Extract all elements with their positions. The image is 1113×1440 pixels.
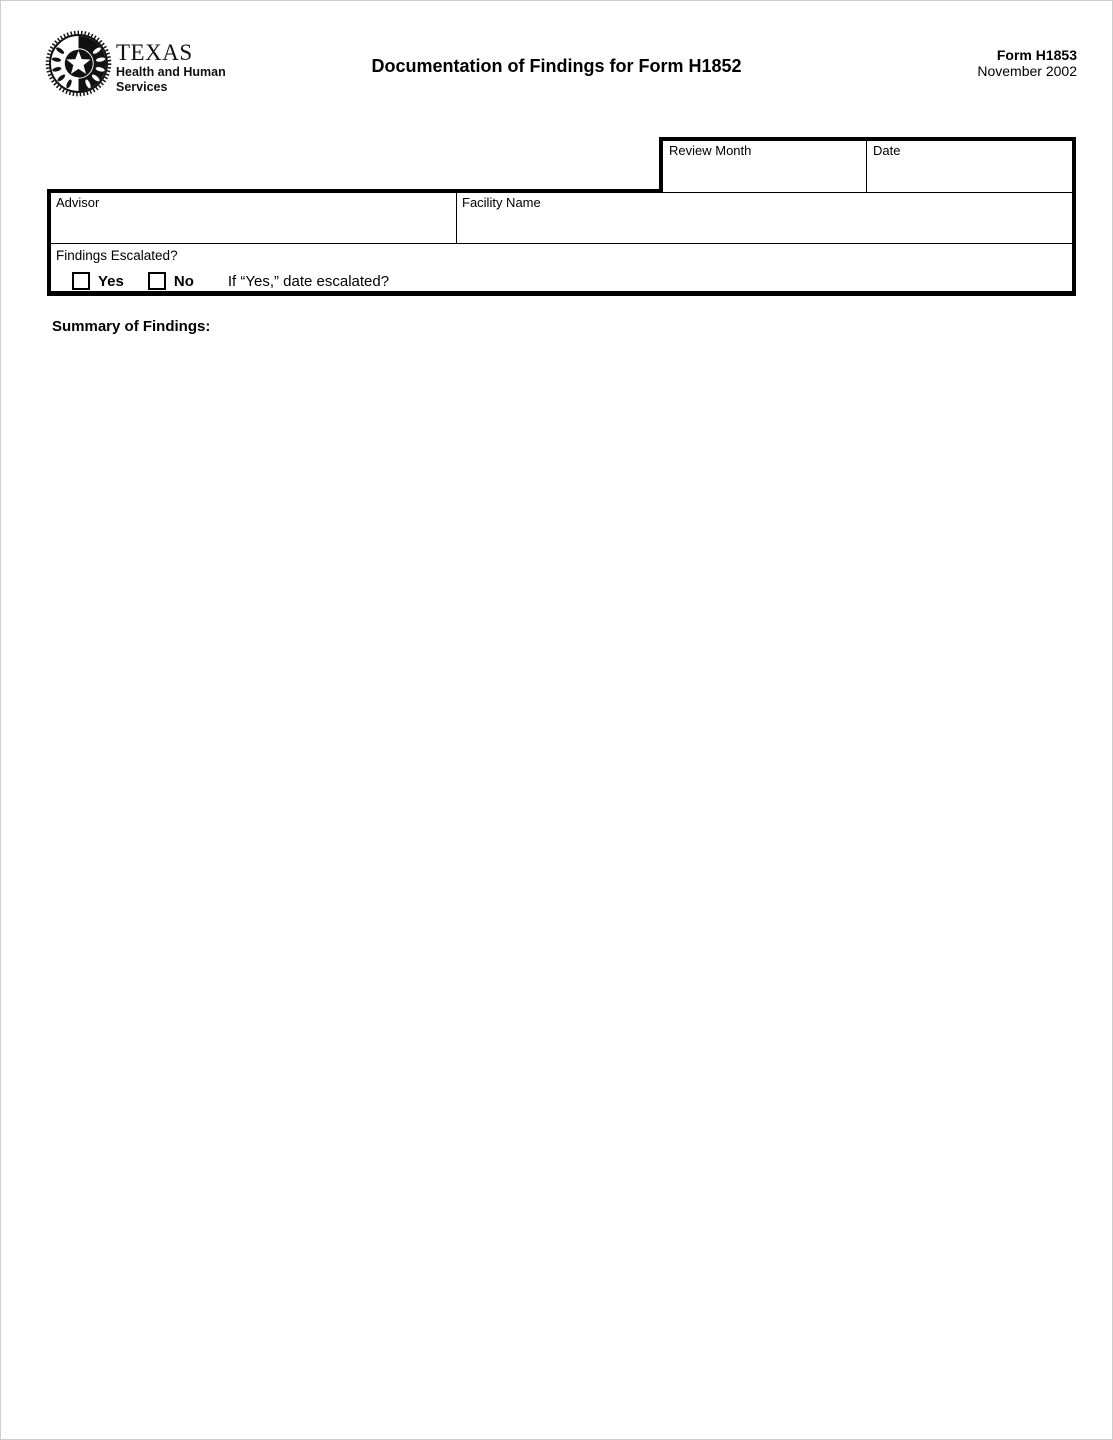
date-input[interactable] (873, 158, 1066, 190)
summary-of-findings-label: Summary of Findings: (52, 318, 211, 335)
agency-dept-line2: Services (116, 79, 168, 94)
facility-name-input[interactable] (462, 210, 1067, 241)
date-label: Date (873, 143, 901, 158)
agency-dept-line1: Health and Human (116, 65, 226, 79)
agency-name: TEXAS (116, 40, 193, 65)
review-month-label: Review Month (669, 143, 752, 158)
facility-name-label: Facility Name (462, 195, 541, 210)
date-escalated-input[interactable] (389, 272, 1067, 290)
form-number: Form H1853 (996, 47, 1077, 63)
advisor-input[interactable] (56, 210, 451, 241)
yes-checkbox-label: Yes (98, 272, 124, 290)
review-date-box (659, 137, 1076, 193)
findings-escalated-options (72, 272, 1067, 290)
form-revision-date: November 2002 (977, 63, 1077, 79)
findings-escalated-row (51, 244, 1072, 290)
review-month-input[interactable] (669, 158, 860, 190)
yes-checkbox[interactable] (72, 272, 90, 290)
no-checkbox-label: No (173, 272, 194, 290)
page-title: Documentation of Findings for Form H1852 (371, 56, 742, 76)
no-checkbox[interactable] (148, 272, 166, 290)
form-main-box (47, 193, 1076, 296)
review-month-cell (663, 141, 867, 192)
advisor-label: Advisor (56, 195, 100, 210)
facility-name-cell (457, 193, 1072, 243)
summary-of-findings-input[interactable] (47, 342, 1076, 1402)
advisor-facility-row (51, 193, 1072, 244)
findings-escalated-label: Findings Escalated? (56, 248, 178, 263)
form-meta (977, 47, 1077, 79)
date-escalated-label: If “Yes,” date escalated? (227, 272, 390, 290)
advisor-cell (51, 193, 457, 243)
date-cell (867, 141, 1072, 192)
